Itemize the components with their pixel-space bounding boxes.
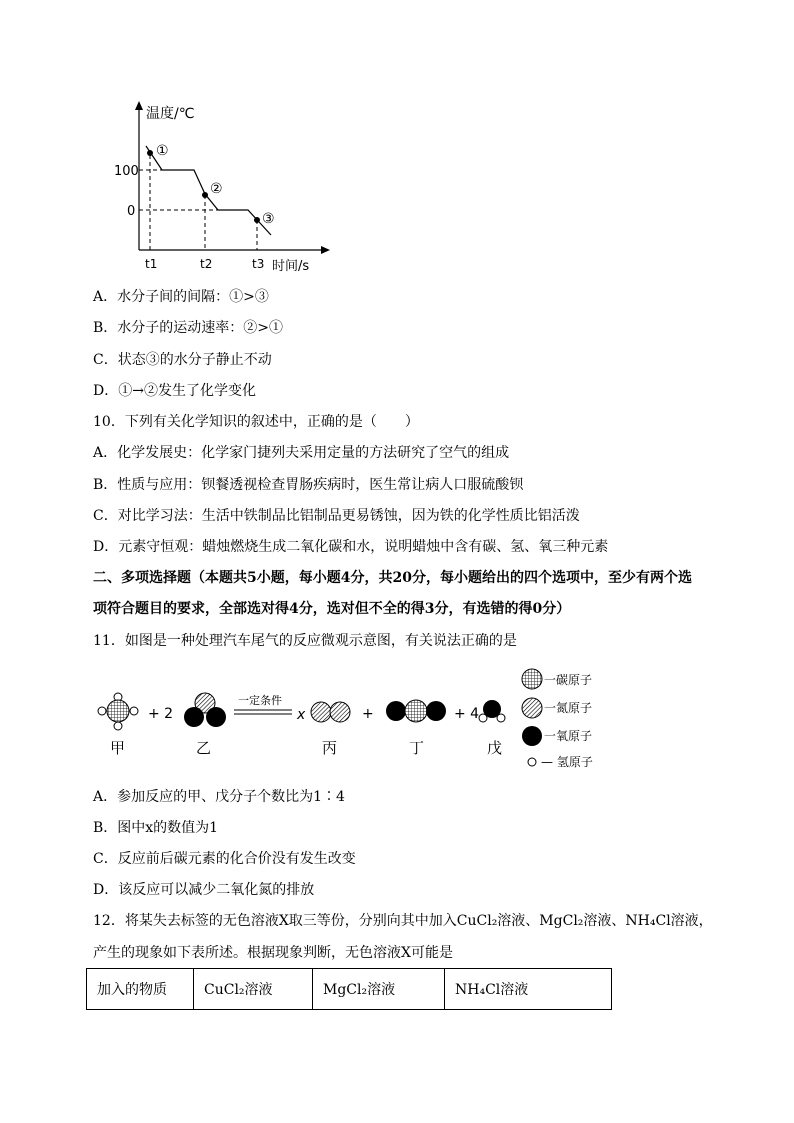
legend-carbon-symbol <box>522 669 542 689</box>
q10-stem: 10．下列有关化学知识的叙述中，正确的是（ ） <box>93 414 419 430</box>
section2-heading-line2: 项符合题目的要求，全部选对得4分，选对但不全的得3分，有选错的得0分） <box>93 601 571 617</box>
legend-oxygen: 一氧原子 <box>544 729 593 743</box>
q11-option-b: B．图中x的数值为1 <box>93 820 219 836</box>
table-cell-mgcl2: MgCl₂溶液 <box>313 969 445 1010</box>
table-cell-header: 加入的物质 <box>87 969 194 1010</box>
q10-option-c: C．对比学习法：生活中铁制品比铝制品更易锈蚀，因为铁的化学性质比铝活泼 <box>93 508 580 524</box>
q9-option-c: C．状态③的水分子静止不动 <box>93 352 272 368</box>
legend-nitrogen: 一氮原子 <box>544 701 593 715</box>
q9-option-a: A．水分子间的间隔：①>③ <box>93 289 269 305</box>
label-jia: 甲 <box>110 739 126 757</box>
x-tick-t3: t3 <box>252 257 265 271</box>
molecule-jia <box>98 693 138 730</box>
molecule-yi <box>184 693 226 727</box>
table-row <box>87 969 612 1010</box>
label-ding: 丁 <box>409 739 425 757</box>
legend-hydrogen-symbol <box>528 758 536 766</box>
q12-stem-line2: 产生的现象如下表所述。根据现象判断，无色溶液X可能是 <box>93 945 453 961</box>
legend-hydrogen: — 氢原子 <box>541 755 593 769</box>
reaction-diagram <box>98 669 593 769</box>
legend-nitrogen-symbol <box>522 698 542 718</box>
point-3-label: ③ <box>262 211 275 227</box>
legend-oxygen-symbol <box>522 726 542 746</box>
y-axis-label: 温度/℃ <box>146 106 195 122</box>
table-cell-cucl2: CuCl₂溶液 <box>194 969 313 1010</box>
plus-sign: + <box>362 706 374 722</box>
point-2 <box>202 192 208 198</box>
point-1 <box>147 150 153 156</box>
q11-option-c: C．反应前后碳元素的化合价没有发生改变 <box>93 851 356 867</box>
label-yi: 乙 <box>196 739 212 757</box>
q10-option-d: D．元素守恒观：蜡烛燃烧生成二氧化碳和水，说明蜡烛中含有碳、氢、氧三种元素 <box>93 539 609 555</box>
molecule-bing <box>311 702 350 722</box>
molecule-ding <box>386 700 446 722</box>
section2-heading-line1: 二、多项选择题（本题共5小题，每小题4分，共20分，每小题给出的四个选项中，至少有两个选 <box>93 570 692 586</box>
reaction-condition: 一定条件 <box>238 694 282 707</box>
x-axis-label: 时间/s <box>272 259 310 274</box>
q11-option-a: A．参加反应的甲、戊分子个数比为1∶4 <box>93 789 345 805</box>
y-tick-100: 100 <box>114 164 139 179</box>
coefficient-2: + 2 <box>148 706 174 722</box>
q12-stem-line1: 12．将某失去标签的无色溶液X取三等份，分别向其中加入CuCl₂溶液、MgCl₂溶液、NH₄Cl溶液， <box>93 913 713 929</box>
y-tick-0: 0 <box>127 204 136 219</box>
x-axis-arrow <box>321 246 330 254</box>
temperature-time-graph <box>114 101 330 274</box>
q9-option-b: B．水分子的运动速率：②>① <box>93 320 284 336</box>
legend-carbon: 一碳原子 <box>544 673 593 687</box>
q11-stem: 11．如图是一种处理汽车尾气的反应微观示意图，有关说法正确的是 <box>93 633 517 649</box>
point-1-label: ① <box>156 143 169 159</box>
coefficient-x: x <box>297 707 306 723</box>
q9-option-d: D．①→②发生了化学变化 <box>93 383 256 399</box>
x-tick-t1: t1 <box>145 257 158 271</box>
x-tick-t2: t2 <box>200 257 213 271</box>
observation-table <box>86 968 612 1010</box>
molecule-wu <box>479 700 505 722</box>
q10-option-b: B．性质与应用：钡餐透视检查胃肠疾病时，医生常让病人口服硫酸钡 <box>93 477 524 493</box>
atom-legend <box>522 669 593 769</box>
q10-option-a: A．化学发展史：化学家门捷列夫采用定量的方法研究了空气的组成 <box>93 445 510 461</box>
label-wu: 戊 <box>487 739 503 757</box>
point-2-label: ② <box>210 181 223 197</box>
q11-option-d: D．该反应可以减少二氧化氮的排放 <box>93 882 315 898</box>
point-3 <box>254 217 260 223</box>
y-axis-arrow <box>135 101 143 110</box>
label-bing: 丙 <box>322 739 338 757</box>
table-cell-nh4cl: NH₄Cl溶液 <box>445 969 612 1010</box>
coefficient-4: + 4 <box>454 706 480 722</box>
heating-curve <box>146 146 271 235</box>
guide-lines <box>139 155 257 250</box>
